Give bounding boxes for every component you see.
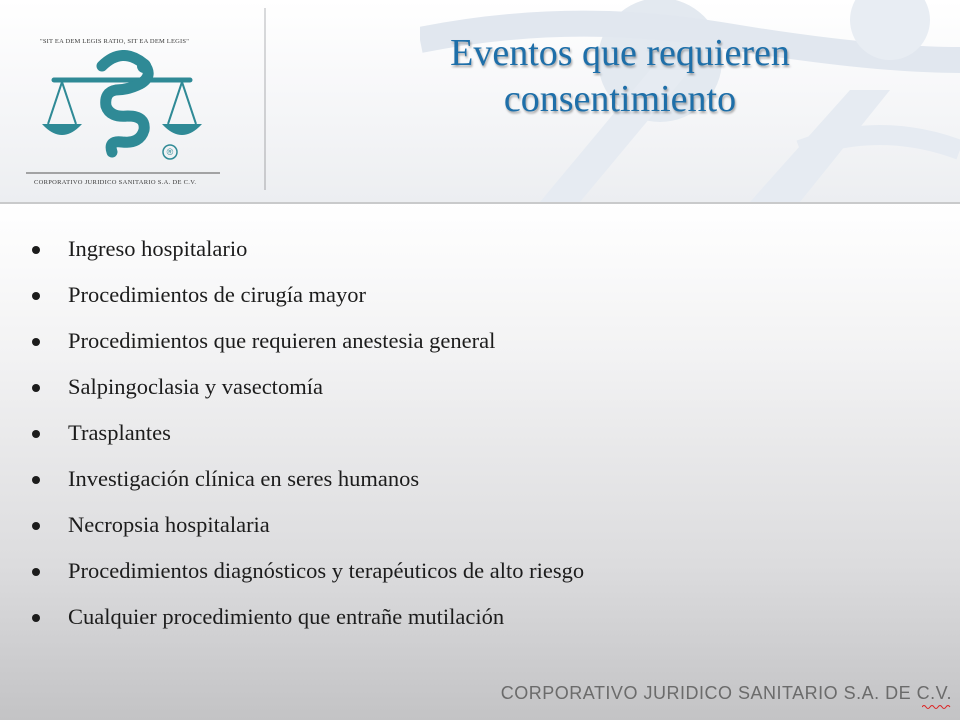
bullet-text: Trasplantes: [68, 420, 171, 445]
bullet-dot-icon: [32, 246, 40, 254]
bullet-item: [30, 508, 584, 554]
header-band: [0, 0, 960, 202]
bullet-text: Procedimientos que requieren anestesia general: [68, 328, 496, 353]
bullet-list: [30, 232, 584, 646]
bullet-dot-icon: [32, 384, 40, 392]
header-divider: [264, 8, 266, 190]
bullet-text: Investigación clínica en seres humanos: [68, 466, 420, 491]
spellcheck-squiggle-icon: [922, 704, 952, 710]
scales-of-justice-caduceus-icon: [32, 50, 212, 160]
bullet-text: Necropsia hospitalaria: [68, 512, 270, 537]
bullet-dot-icon: [32, 614, 40, 622]
bullet-text: Procedimientos diagnósticos y terapéuticos de alto riesgo: [68, 558, 585, 583]
bullet-item: [30, 462, 584, 508]
logo-divider-lines: [26, 172, 220, 174]
bullet-dot-icon: [32, 568, 40, 576]
bullet-dot-icon: [32, 522, 40, 530]
company-logo: [12, 14, 222, 184]
bullet-text: Cualquier procedimiento que entrañe mutilación: [68, 604, 505, 629]
bullet-dot-icon: [32, 338, 40, 346]
header-bottom-border: [0, 202, 960, 204]
registered-mark: ®: [166, 147, 174, 157]
bullet-item: [30, 324, 584, 370]
logo-motto: "SIT EA DEM LEGIS RATIO, SIT EA DEM LEGIS": [40, 38, 190, 45]
bullet-dot-icon: [32, 292, 40, 300]
bullet-item: [30, 232, 584, 278]
bullet-item: [30, 278, 584, 324]
footer-company-name: CORPORATIVO JURIDICO SANITARIO S.A. DE C.V.: [500, 683, 952, 703]
logo-company-name: CORPORATIVO JURIDICO SANITARIO S.A. DE C.V.: [34, 179, 197, 186]
bullet-text: Ingreso hospitalario: [68, 236, 248, 261]
bullet-item: [30, 554, 584, 600]
slide-title: Eventos que requieren consentimiento: [450, 32, 790, 120]
bullet-text: Procedimientos de cirugía mayor: [68, 282, 367, 307]
bullet-item: [30, 370, 584, 416]
bullet-item: [30, 416, 584, 462]
bullet-text: Salpingoclasia y vasectomía: [68, 374, 323, 399]
bullet-dot-icon: [32, 430, 40, 438]
bullet-dot-icon: [32, 476, 40, 484]
bullet-item: [30, 600, 584, 646]
